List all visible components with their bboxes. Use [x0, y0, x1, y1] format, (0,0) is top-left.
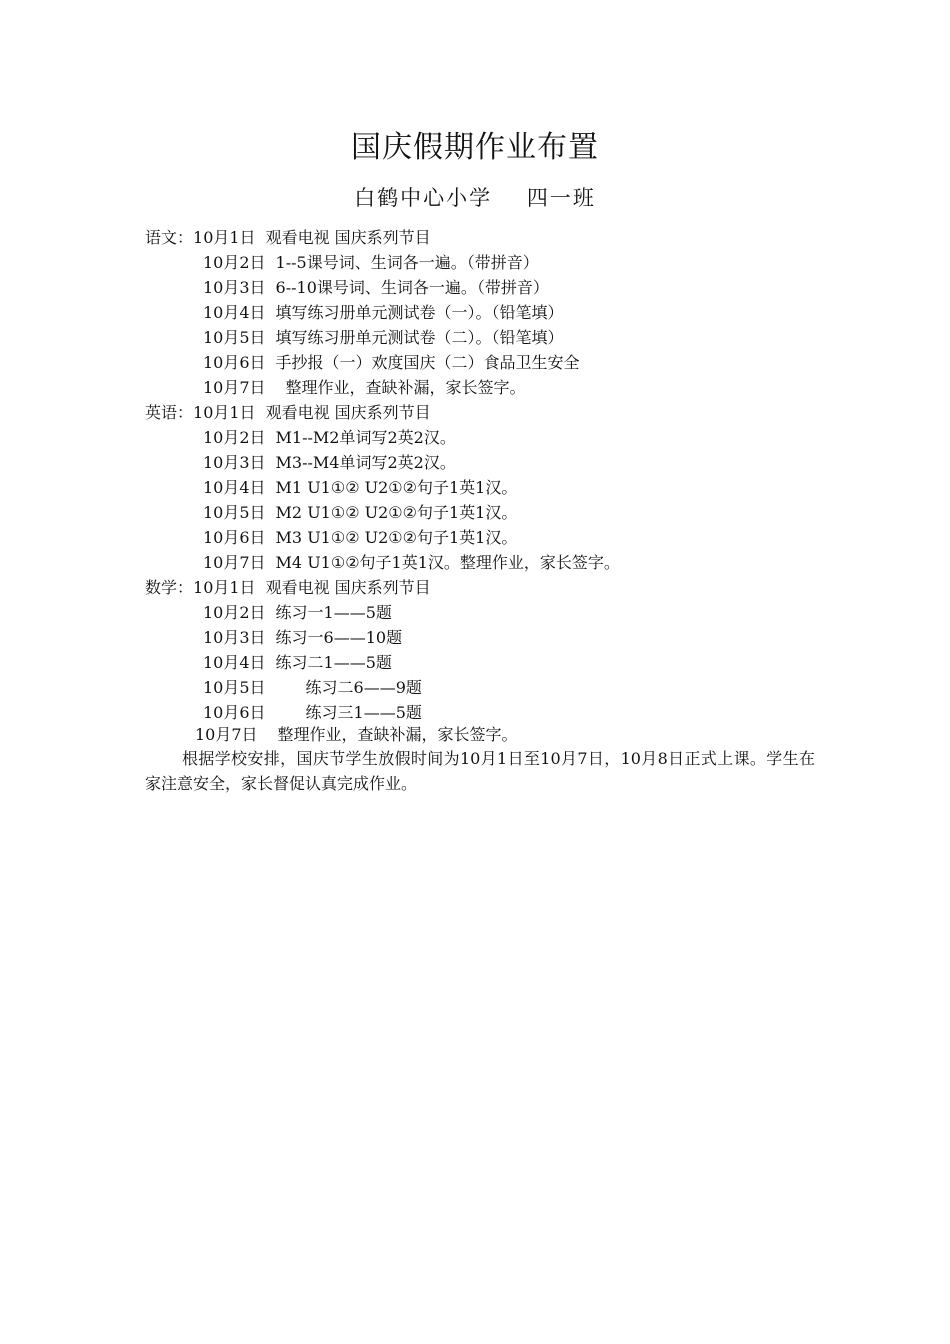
english-date: 10月2日 [203, 428, 266, 447]
math-task: 练习一1——5题 [275, 603, 392, 622]
english-row-7 [203, 550, 620, 575]
english-task: M1--M2单词写2英2汉。 [275, 428, 456, 447]
math-row-3 [203, 625, 402, 650]
chinese-task: 手抄报（一）欢度国庆（二）食品卫生安全 [275, 353, 580, 372]
chinese-date: 10月5日 [203, 328, 266, 347]
math-task: 练习一6——10题 [275, 628, 403, 647]
chinese-task: 6--10课号词、生词各一遍。（带拼音） [275, 278, 549, 297]
math-date: 10月3日 [203, 628, 266, 647]
english-label: 英语： [145, 403, 194, 422]
english-date: 10月1日 [193, 403, 256, 422]
english-row-3 [203, 450, 456, 475]
math-task: 练习三1——5题 [305, 703, 422, 722]
chinese-date: 10月1日 [193, 228, 256, 247]
math-row-2 [203, 600, 392, 625]
english-row-1 [145, 400, 431, 425]
english-task: M1 U1①② U2①②句子1英1汉。 [275, 478, 518, 497]
chinese-task: 整理作业，查缺补漏，家长签字。 [285, 378, 526, 397]
english-row-2 [203, 425, 456, 450]
english-task: M3--M4单词写2英2汉。 [275, 453, 456, 472]
math-task: 练习二1——5题 [275, 653, 392, 672]
english-date: 10月6日 [203, 528, 266, 547]
english-date: 10月3日 [203, 453, 266, 472]
english-task: M4 U1①②句子1英1汉。整理作业，家长签字。 [275, 553, 620, 572]
english-date: 10月7日 [203, 553, 266, 572]
chinese-date: 10月2日 [203, 253, 266, 272]
chinese-date: 10月7日 [203, 378, 266, 397]
chinese-row-2 [203, 250, 539, 275]
english-row-4 [203, 475, 517, 500]
english-row-5 [203, 500, 517, 525]
chinese-row-1 [145, 225, 431, 250]
math-task: 练习二6——9题 [305, 678, 422, 697]
chinese-label: 语文： [145, 228, 194, 247]
chinese-date: 10月6日 [203, 353, 266, 372]
math-task: 观看电视 国庆系列节目 [265, 578, 431, 597]
chinese-date: 10月4日 [203, 303, 266, 322]
english-row-6 [203, 525, 517, 550]
page-title: 国庆假期作业布置 [351, 130, 599, 165]
math-row-1 [145, 575, 431, 600]
english-task: 观看电视 国庆系列节目 [265, 403, 431, 422]
math-date: 10月7日 [195, 725, 258, 744]
chinese-row-4 [203, 300, 564, 325]
math-date: 10月1日 [193, 578, 256, 597]
english-task: M3 U1①② U2①②句子1英1汉。 [275, 528, 518, 547]
chinese-row-7 [203, 375, 526, 400]
chinese-date: 10月3日 [203, 278, 266, 297]
english-date: 10月5日 [203, 503, 266, 522]
chinese-row-6 [203, 350, 580, 375]
math-label: 数学： [145, 578, 194, 597]
math-date: 10月6日 [203, 703, 266, 722]
math-row-5 [203, 675, 422, 700]
chinese-task: 填写练习册单元测试卷（二）。（铅笔填） [275, 328, 564, 347]
math-row-7 [195, 722, 518, 747]
holiday-note-paragraph: 根据学校安排，国庆节学生放假时间为10月1日至10月7日，10月8日正式上课。学生在家注意安全，家长督促认真完成作业。 [145, 749, 815, 793]
chinese-task: 观看电视 国庆系列节目 [265, 228, 431, 247]
math-task: 整理作业，查缺补漏，家长签字。 [277, 725, 518, 744]
english-date: 10月4日 [203, 478, 266, 497]
school-class-subtitle: 白鹤中心小学 四一班 [354, 186, 596, 210]
math-row-4 [203, 650, 392, 675]
math-date: 10月2日 [203, 603, 266, 622]
math-date: 10月5日 [203, 678, 266, 697]
math-date: 10月4日 [203, 653, 266, 672]
chinese-task: 1--5课号词、生词各一遍。（带拼音） [275, 253, 539, 272]
english-task: M2 U1①② U2①②句子1英1汉。 [275, 503, 518, 522]
chinese-task: 填写练习册单元测试卷（一）。（铅笔填） [275, 303, 564, 322]
chinese-row-5 [203, 325, 564, 350]
chinese-row-3 [203, 275, 549, 300]
